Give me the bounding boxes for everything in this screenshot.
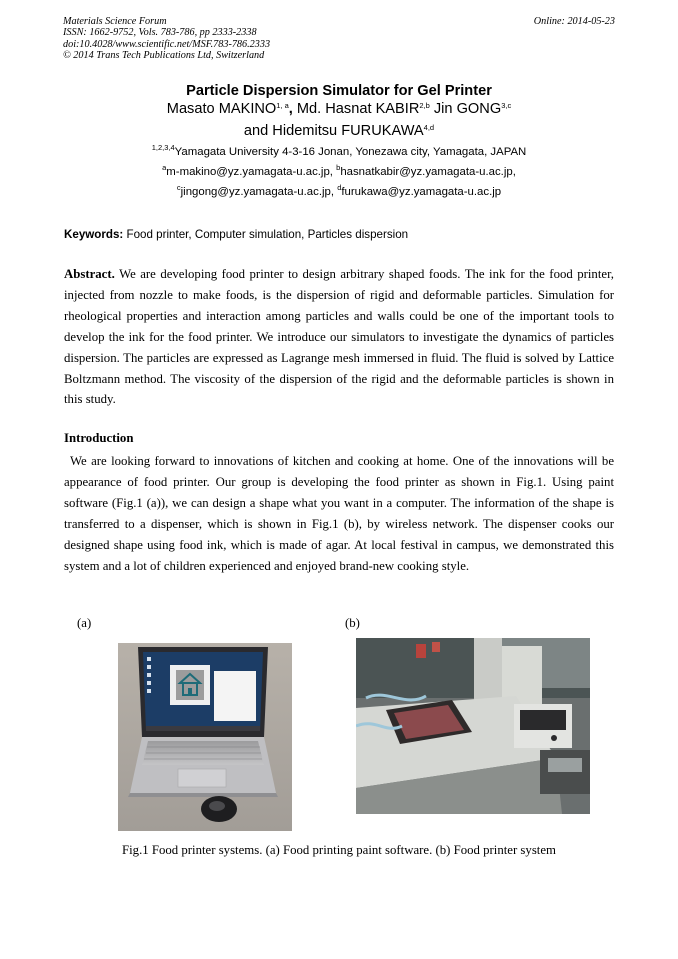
journal-name: Materials Science Forum [63,16,167,27]
email-line-1 [0,163,678,178]
journal-header [63,16,270,62]
affiliation-text: Yamagata University 4-3-16 Jonan, Yonezawa city, Yamagata, JAPAN [174,146,527,158]
email-d-sup: d [337,183,342,192]
keywords-text: Food printer, Computer simulation, Particles dispersion [126,228,409,241]
online-date: Online: 2014-05-23 [533,16,615,27]
figure-b-photo [356,638,590,814]
figure-a-photo [118,643,292,831]
author-sep: , [288,101,297,117]
author-2: Md. Hasnat KABIR [296,101,420,117]
figure-caption: Fig.1 Food printer systems. (a) Food printing paint software. (b) Food printer system [122,843,556,857]
email-d: furukawa@yz.yamagata-u.ac.jp [341,186,502,198]
introduction-text: We are looking forward to innovations of kitchen and cooking at home. One of the innovations will be appearance of food printer. Our group is developing the food printer as shown in Fig.1. Using paint software (Fig.1 (a)), we can design a shape what you want in a computer. The information of the shape is transferred to a dispenser, which is shown in Fig.1 (b), by wireless network. The dispenser cooks our designed shape using food ink, which is made of agar. At local festival in campus, we demonstrated this system and a lot of children experienced and enjoyed brand-new cooking style. [64,454,614,573]
abstract-label: Abstract. [64,267,115,281]
author-4-sup: 4,d [423,123,435,132]
introduction-heading: Introduction [64,431,134,445]
figure-label-b: (b) [345,616,360,630]
figure-label-a: (a) [77,616,92,630]
author-1-sup: 1, a [276,101,289,110]
email-b-sup: b [336,163,341,172]
doi-line: doi:10.4028/www.scientific.net/MSF.783-786.2333 [63,38,271,50]
email-a-sup: a [162,163,167,172]
email-b: hasnatkabir@yz.yamagata-u.ac.jp, [340,166,516,178]
email-c-sup: c [176,183,181,192]
abstract [64,264,614,410]
affiliation [0,143,678,158]
email-a: m-makino@yz.yamagata-u.ac.jp, [166,166,333,178]
author-line-1 [0,101,678,117]
paper-title: Particle Dispersion Simulator for Gel Printer [186,83,492,99]
affiliation-sup: 1,2,3,4 [151,143,175,152]
author-3-sup: 3,c [501,101,512,110]
author-line-2 [0,123,678,139]
author-4: Hidemitsu FURUKAWA [272,123,424,139]
food-printer-photo [356,638,590,814]
issn-line: ISSN: 1662-9752, Vols. 783-786, pp 2333-2338 [63,27,257,39]
email-line-2 [0,183,678,198]
email-c: jingong@yz.yamagata-u.ac.jp, [180,186,335,198]
keywords-label: Keywords: [64,228,124,241]
author-1: Masato MAKINO [166,101,277,117]
author-3: Jin GONG [433,101,502,117]
copyright-line: © 2014 Trans Tech Publications Ltd, Switzerland [63,50,265,62]
abstract-text: We are developing food printer to design arbitrary shaped foods. The ink for the food printer, injected from nozzle to make foods, is the dispersion of rigid and deformable particles. Simulation for rheological properties and interaction among particles and walls could be one of the important tools to develop the ink for the food printer. We introduce our simulators to investigate the dynamics of particles dispersion. The particles are expressed as Lagrange mesh immersed in fluid. The fluid is solved by Lattice Boltzmann method. The viscosity of the dispersion of the rigid and the deformable particles is shown in this study. [64,267,615,407]
and-word: and [243,123,269,139]
author-2-sup: 2,b [419,101,430,110]
laptop-photo [118,643,292,831]
keywords [64,228,408,241]
